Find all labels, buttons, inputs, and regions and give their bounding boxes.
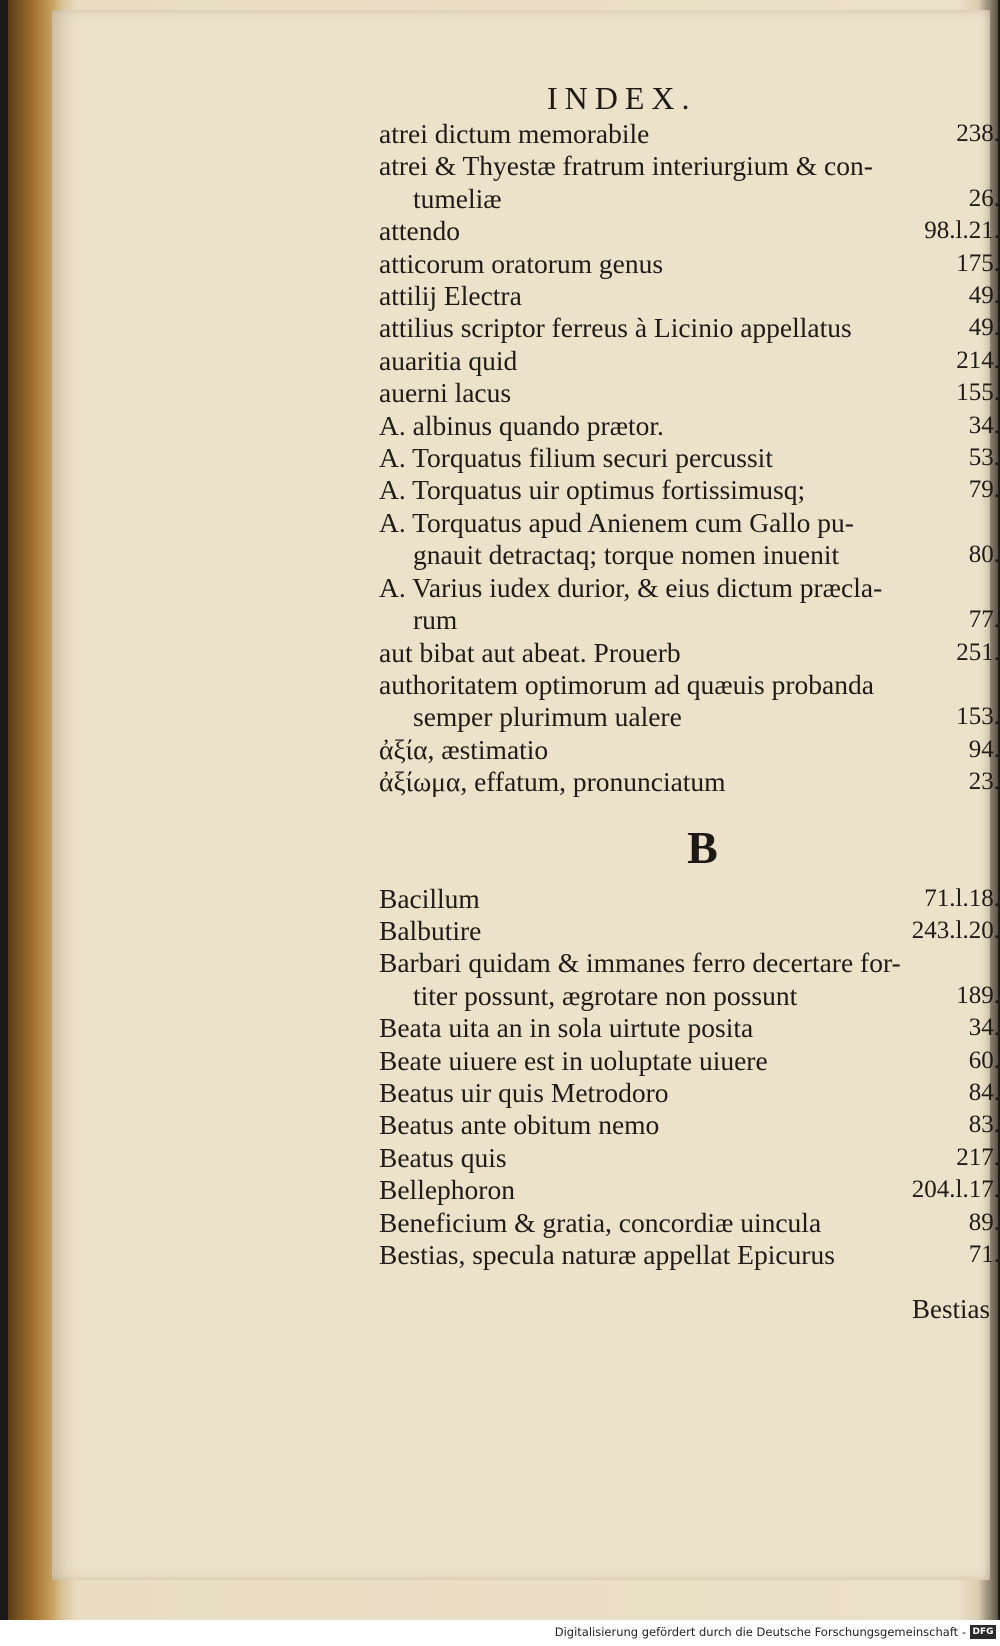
page-reference: 204.l.17. [911, 1176, 1000, 1204]
index-entry [379, 1012, 1000, 1044]
entry-term: attilij Electra [379, 280, 522, 312]
page-reference: 94. [968, 735, 1000, 763]
entry-term: A. Torquatus uir optimus fortissimusq; [379, 474, 806, 506]
page-reference: 189. [956, 981, 1000, 1009]
dfg-logo: DFG [970, 1625, 996, 1639]
index-entry [379, 1109, 1000, 1141]
page-reference: 77. [968, 606, 1000, 634]
catchword: Bestias [912, 1294, 990, 1324]
entry-term: ἀξία, æstimatio [379, 733, 549, 765]
index-entry [379, 377, 1000, 409]
index-entry [379, 215, 1000, 247]
page-reference: 214. [956, 346, 1000, 374]
page-reference: 217. [956, 1143, 1000, 1171]
running-head: INDEX. [547, 80, 697, 116]
footer-bar [0, 1620, 1000, 1646]
entry-continuation: semper plurimum ualere [413, 701, 682, 733]
index-entry [379, 883, 1000, 915]
entry-term: authoritatem optimorum ad quæuis probanda [379, 668, 874, 700]
page-reference: 71.l.18. [924, 884, 1000, 912]
page-reference: 71. [968, 1241, 1000, 1268]
page-reference: 79. [968, 476, 1000, 504]
index-entry [379, 312, 1000, 344]
entry-term: Beatus uir quis Metrodoro [379, 1076, 669, 1108]
index-entry [379, 345, 1000, 377]
index-entry [379, 1239, 1000, 1271]
index-entry [379, 766, 1000, 798]
entry-term: Balbutire [379, 914, 482, 946]
page-reference: 23. [968, 768, 1000, 796]
index-entry [379, 1045, 1000, 1077]
entry-term: Beatus ante obitum nemo [379, 1109, 660, 1141]
entry-term: A. Varius iudex durior, & eius dictum præcla- [379, 571, 883, 603]
index-entry [379, 1142, 1000, 1174]
index-section [379, 817, 1000, 1272]
entry-term: auerni lacus [379, 377, 512, 409]
index-entry [379, 734, 1000, 766]
index-entry [379, 442, 1000, 474]
index-entry [379, 248, 1000, 280]
page-reference: 49. [968, 282, 1000, 310]
entry-term: Beatus quis [379, 1141, 507, 1173]
page-reference: 98.l.21. [924, 217, 1000, 245]
page-reference: 53. [968, 444, 1000, 472]
index-entry [379, 410, 1000, 442]
entry-term: attilius scriptor ferreus à Licinio appellatus [379, 312, 852, 344]
index-entry [379, 1174, 1000, 1206]
entry-term: atticorum oratorum genus [379, 247, 664, 279]
footer-credit: Digitalisierung gefördert durch die Deutsche Forschungsgemeinschaft - [554, 1625, 966, 1639]
page-reference: 155. [956, 379, 1000, 407]
index-entry [379, 280, 1000, 312]
entry-term: Bestias, specula naturæ appellat Epicurus [379, 1239, 835, 1270]
entry-term: Barbari quidam & immanes ferro decertare for- [379, 947, 901, 979]
book-page [52, 10, 1000, 1580]
entry-continuation: tumeliæ [413, 182, 502, 214]
entry-term: A. Torquatus apud Anienem cum Gallo pu- [379, 506, 854, 538]
entry-term: A. Torquatus filium securi percussit [379, 442, 773, 474]
page-reference: 34. [968, 411, 1000, 439]
page-reference: 26. [968, 184, 1000, 212]
entry-term: ἀξίωμα, effatum, pronunciatum [379, 766, 726, 798]
page-reference: 175. [956, 249, 1000, 277]
page-reference: 34. [968, 1014, 1000, 1042]
entry-term: Bacillum [379, 882, 480, 914]
entry-term: attendo [379, 215, 460, 247]
page-reference: 49. [968, 314, 1000, 342]
index-entry [379, 507, 1000, 572]
page-reference: 60. [968, 1046, 1000, 1074]
page-reference: 243.l.20. [911, 916, 1000, 944]
page-reference: 89. [968, 1208, 1000, 1236]
page-reference: 80. [968, 541, 1000, 569]
section-letter: B [687, 821, 718, 873]
entry-term: Beneficium & gratia, concordiæ uincula [379, 1206, 822, 1238]
index-entry [379, 637, 1000, 669]
index-entry [379, 572, 1000, 637]
entry-continuation: titer possunt, ægrotare non possunt [413, 979, 798, 1011]
page-reference: 83. [968, 1111, 1000, 1139]
entry-continuation: gnauit detractaq; torque nomen inuenit [413, 539, 840, 571]
index-entry [379, 915, 1000, 947]
index-entry [379, 669, 1000, 734]
entry-term: Beata uita an in sola uirtute posita [379, 1012, 754, 1044]
index-entry [379, 118, 1000, 150]
index-entries [379, 118, 1000, 1271]
entry-term: auaritia quid [379, 344, 518, 376]
page-reference: 238. [956, 120, 1000, 147]
entry-term: Bellephoron [379, 1174, 515, 1206]
index-entry [379, 1077, 1000, 1109]
page-reference: 153. [956, 703, 1000, 731]
entry-term: aut bibat aut abeat. Prouerb [379, 636, 681, 668]
page-reference: 84. [968, 1078, 1000, 1106]
entry-term: atrei dictum memorabile [379, 118, 650, 149]
entry-term: Beate uiuere est in uoluptate uiuere [379, 1044, 768, 1076]
index-entry [379, 150, 1000, 215]
entry-term: A. albinus quando prætor. [379, 409, 664, 441]
index-entry [379, 474, 1000, 506]
index-entry [379, 947, 1000, 1012]
entry-term: atrei & Thyestæ fratrum interiurgium & con- [379, 150, 873, 182]
entry-continuation: rum [413, 604, 458, 636]
page-reference: 251. [956, 638, 1000, 666]
index-section [379, 118, 1000, 799]
index-entry [379, 1207, 1000, 1239]
